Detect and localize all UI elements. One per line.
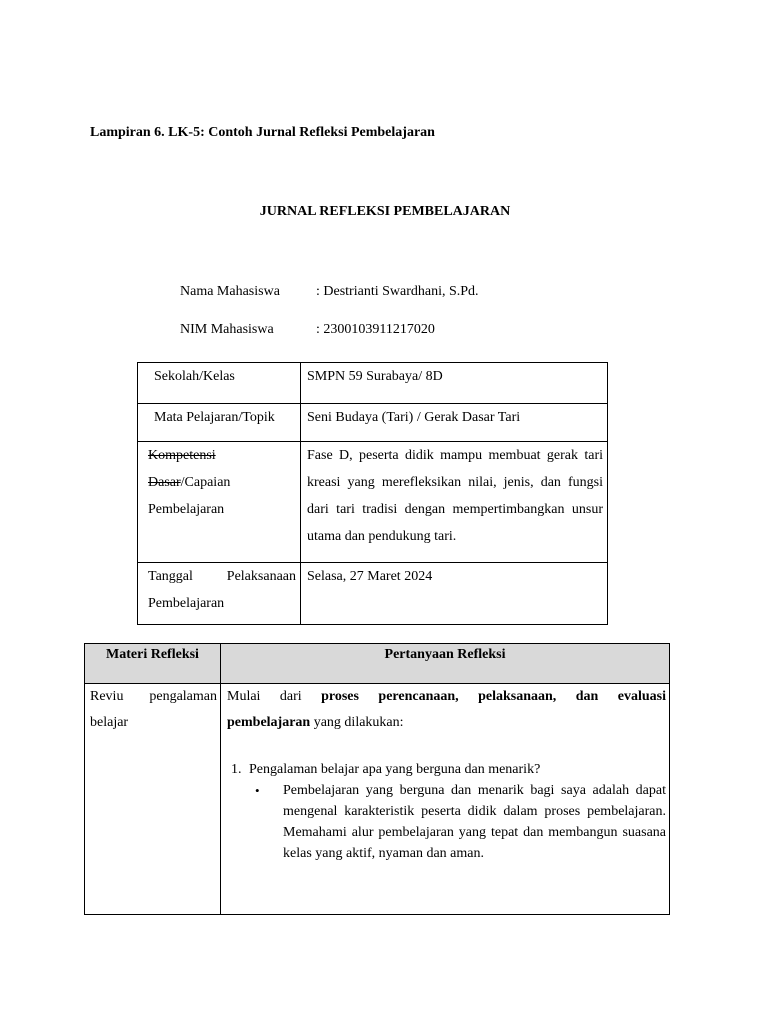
nama-value: : Destrianti Swardhani, S.Pd.	[316, 284, 479, 299]
reflection-header-row	[85, 644, 670, 684]
materi-line2: belajar	[90, 715, 129, 730]
table-row	[138, 563, 608, 625]
mapel-label: Mata Pelajaran/Topik	[138, 404, 301, 442]
tanggal-label	[138, 563, 301, 625]
answer-text: Pembelajaran yang berguna dan menarik bagi saya adalah dapat mengenal karakteristik peserta didik dalam proses pembelajaran. Memahami alur pembelajaran yang tepat dan membangun suasana kelas yang aktif, nyaman dan aman.	[283, 783, 666, 861]
pembelajaran-text: Pembelajaran	[148, 502, 225, 517]
intro-line1	[227, 684, 666, 710]
answer-list	[227, 780, 666, 864]
dasar-strike-text: Dasar	[148, 475, 181, 490]
question-number: 1.	[231, 762, 242, 777]
kompetensi-strike-text: Kompetensi	[148, 448, 216, 463]
info-row-nim	[180, 322, 435, 338]
info-row-nama	[180, 284, 479, 300]
materi-cell	[85, 684, 221, 915]
table-row	[138, 404, 608, 442]
intro-text-2: yang dilakukan:	[310, 715, 404, 730]
nim-label: NIM Mahasiswa	[180, 322, 274, 337]
intro-text: Mulai dari	[227, 689, 322, 704]
tanggal-value: Selasa, 27 Maret 2024	[301, 563, 608, 625]
tanggal-label-line2: Pembelajaran	[148, 596, 225, 611]
col-pertanyaan-header: Pertanyaan Refleksi	[221, 644, 670, 684]
tanggal-label-line1	[148, 563, 296, 590]
bullet-icon: •	[255, 783, 260, 798]
question-text: Pengalaman belajar apa yang berguna dan menarik?	[249, 762, 541, 777]
reflection-table	[84, 643, 670, 915]
col-materi-header: Materi Refleksi	[85, 644, 221, 684]
kompetensi-label	[138, 442, 301, 563]
info-table	[137, 362, 608, 625]
table-row	[138, 442, 608, 563]
appendix-heading: Lampiran 6. LK-5: Contoh Jurnal Refleksi Pembelajaran	[90, 125, 435, 140]
capaian-text: /Capaian	[180, 475, 231, 490]
table-row	[138, 363, 608, 404]
mapel-value: Seni Budaya (Tari) / Gerak Dasar Tari	[301, 404, 608, 442]
reflection-row	[85, 684, 670, 915]
document-title: JURNAL REFLEKSI PEMBELAJARAN	[259, 204, 511, 219]
tanggal-word: Tanggal	[148, 569, 193, 584]
nama-label: Nama Mahasiswa	[180, 284, 280, 299]
answer-item	[257, 780, 666, 864]
intro-bold-text-2: pembelajaran	[227, 715, 311, 730]
question-item	[227, 760, 666, 780]
intro-line2	[227, 715, 404, 730]
sekolah-value: SMPN 59 Surabaya/ 8D	[301, 363, 608, 404]
sekolah-label: Sekolah/Kelas	[138, 363, 301, 404]
nim-value: : 2300103911217020	[316, 322, 435, 337]
question-list	[227, 760, 666, 864]
materi-line1: Reviu pengalaman	[90, 689, 217, 704]
pertanyaan-cell	[221, 684, 670, 915]
kompetensi-value: Fase D, peserta didik mampu membuat gerak tari kreasi yang merefleksikan nilai, jenis, dan fungsi dari tari tradisi dengan mempertimbangkan unsur utama dan pendukung tari.	[301, 442, 608, 563]
pelaksanaan-word: Pelaksanaan	[226, 569, 296, 584]
intro-bold-text: proses perencanaan, pelaksanaan, dan evaluasi	[321, 689, 666, 704]
